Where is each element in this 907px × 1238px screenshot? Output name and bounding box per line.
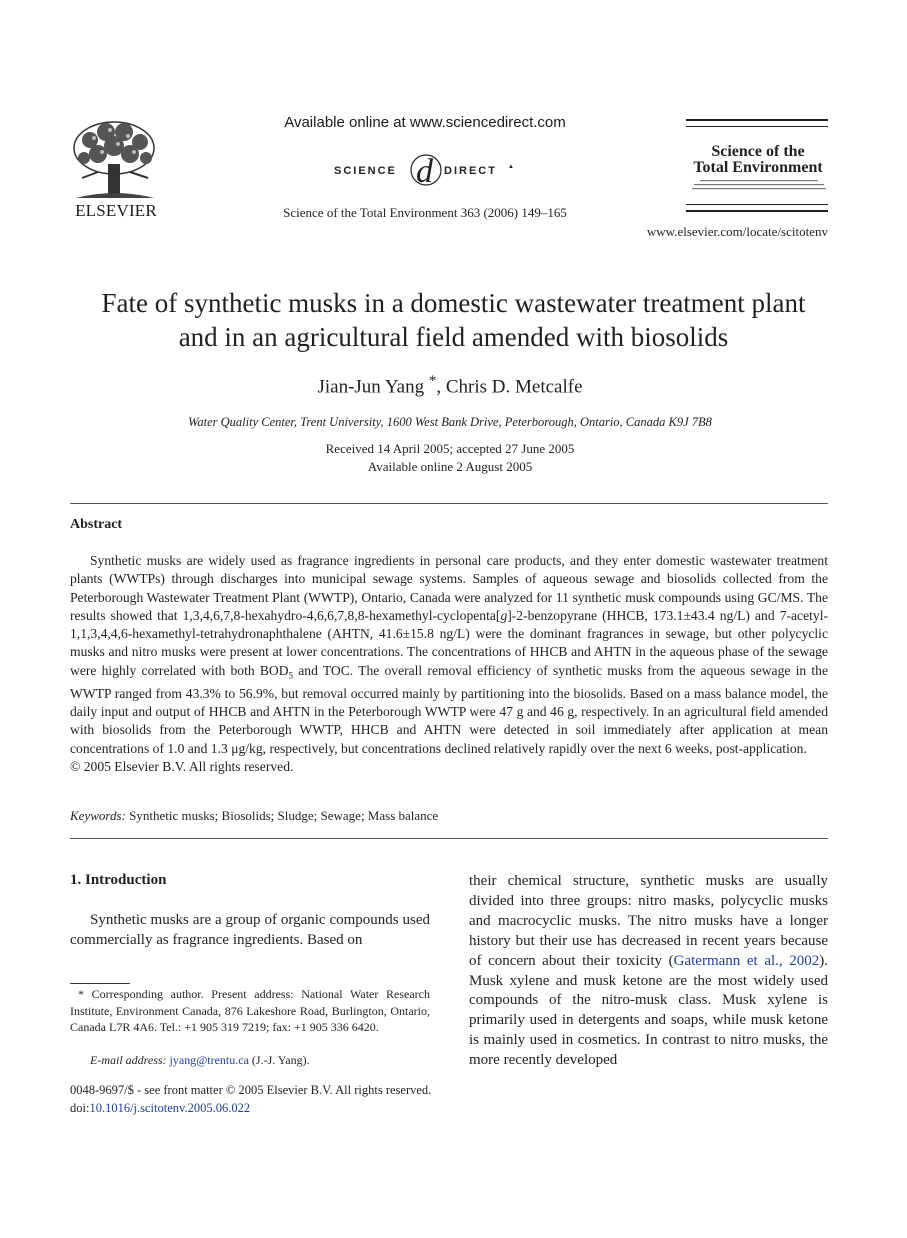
abstract-copyright: © 2005 Elsevier B.V. All rights reserved. bbox=[70, 758, 294, 774]
journal-citation: Science of the Total Environment 363 (2006) 149–165 bbox=[283, 205, 567, 220]
corresponding-author-mark[interactable]: * bbox=[428, 373, 437, 389]
divider-top bbox=[70, 503, 828, 504]
sd-logo-left: SCIENCE bbox=[334, 165, 397, 177]
article-history bbox=[200, 440, 700, 476]
author-name[interactable]: Jian-Jun Yang bbox=[317, 376, 425, 398]
section-heading-introduction: 1. Introduction bbox=[70, 872, 167, 888]
svg-text:▲: ▲ bbox=[508, 164, 514, 170]
sciencedirect-logo[interactable] bbox=[332, 150, 516, 192]
available-date: Available online 2 August 2005 bbox=[367, 459, 533, 474]
keywords-list: Synthetic musks; Biosolids; Sludge; Sewage; Mass balance bbox=[129, 808, 439, 823]
issn-line: 0048-9697/$ - see front matter © 2005 Elsevier B.V. All rights reserved. bbox=[70, 1083, 432, 1097]
affiliation: Water Quality Center, Trent University, 1600 West Bank Drive, Peterborough, Ontario, Canada K9J 7B8 bbox=[188, 415, 712, 429]
journal-url-link[interactable]: www.elsevier.com/locate/scitotenv bbox=[646, 224, 828, 239]
footnote-rule bbox=[70, 983, 130, 984]
intro-paragraph-right: their chemical structure, synthetic musks are usually divided into three groups: nitro masks, polycyclic musks and macrocyclic musks. The nitro musks have a longer history but their use has decreased in recent years because of concern about their toxicity (Gatermann et al., 2002). Musk xylene and musk ketone are the most widely used compounds of the nitro-musk class. Musk xylene is primarily used in detergents and soaps, while musk ketone is mainly used in cosmetics. In contrast to nitro musks, the more recently developed bbox=[469, 873, 828, 1069]
abstract-body: Synthetic musks are widely used as fragrance ingredients in personal care products, and they enter domestic wastewater treatment plants (WWTPs) through discharges into municipal sewage systems. Samples of aqueous sewage and biosolids collected from the Peterborough Wastewater Treatment Plant (WWTP), Ontario, Canada were analyzed for 11 synthetic musk compounds using GC/MS. The results showed that 1,3,4,6,7,8-hexahydro-4,6,6,7,8,8-hexamethyl-cyclopenta[g]-2-benzopyrane (HHCB, 173.1±43.4 ng/L) and 7-acetyl-1,1,3,4,4,6-hexamethyl-tetrahydronaphthalene (AHTN, 41.6±15.8 ng/L) were the dominant fragrances in sewage, but other polycyclic musks and nitro musks were present at lower concentrations. The concentrations of HHCB and AHTN in the aqueous phase of the sewage were highly correlated with both $BOD_5$ and TOC. The overall removal efficiency of synthetic musks from the aqueous sewage in the WWTP ranged from 43.3% to 56.9%, but removal occurred mainly by partitioning into the biosolids. Based on a mass balance model, the daily input and output of HHCB and AHTN in the Peterborough WWTP were 47 g and 46 g, respectively. In an agricultural field amended with biosolids from the Peterborough WWTP, HHCB and AHTN were detected in soil immediately after application at mean concentrations of 1.0 and 1.3 μg/kg, respectively, but concentrations declined relatively rapidly over the next 6 weeks, post-application. © 2005 Elsevier B.V. All rights reserved. bbox=[70, 553, 828, 774]
reference-link[interactable]: Gatermann et al., 2002 bbox=[673, 952, 820, 969]
available-online-banner[interactable]: Available online at www.sciencedirect.com bbox=[284, 114, 566, 131]
email-line: E-mail address: jyang@trentu.ca (J.-J. Yang). bbox=[90, 1053, 310, 1067]
author-name[interactable]: Chris D. Metcalfe bbox=[445, 376, 583, 398]
sd-logo-at: d bbox=[416, 153, 433, 190]
issn-doi-block: 0048-9697/$ - see front matter © 2005 Elsevier B.V. All rights reserved. doi:10.1016/j.scitotenv.2005.06.022 bbox=[70, 1082, 500, 1117]
keywords-label: Keywords: bbox=[70, 808, 126, 823]
divider-bottom bbox=[70, 838, 828, 839]
intro-paragraph-left: Synthetic musks are a group of organic compounds used commercially as fragrance ingredients. Based on bbox=[70, 912, 430, 948]
journal-logo-rule-top-2 bbox=[686, 126, 828, 127]
received-date: Received 14 April 2005; accepted 27 June 2005 bbox=[325, 441, 575, 456]
journal-logo-title: Science of the Total Environment bbox=[693, 143, 823, 176]
email-link[interactable]: jyang@trentu.ca bbox=[169, 1053, 249, 1067]
keywords bbox=[70, 808, 828, 824]
journal-logo-rule-top-1 bbox=[686, 119, 828, 121]
corresponding-author-footnote: * Corresponding author. Present address: National Water Research Institute, Environment Canada, 876 Lakeshore Road, Burlington, Ontario, Canada L7R 4A6. Tel.: +1 905 319 7219; fax: +1 905 336 6420. bbox=[70, 987, 430, 1035]
publisher-wordmark: ELSEVIER bbox=[75, 201, 157, 220]
author-list: Jian-Jun Yang *, Chris D. Metcalfe bbox=[317, 373, 583, 398]
journal-logo-subtitle-lines bbox=[690, 178, 828, 192]
journal-logo-rule-bottom-2 bbox=[686, 210, 828, 212]
journal-logo-rule-bottom-1 bbox=[686, 204, 828, 205]
article-title: Fate of synthetic musks in a domestic wastewater treatment plant and in an agricultural field amended with biosolids bbox=[101, 288, 806, 352]
abstract-heading: Abstract bbox=[70, 517, 123, 532]
sd-logo-right: DIRECT bbox=[444, 165, 497, 177]
doi-link[interactable]: 10.1016/j.scitotenv.2005.06.022 bbox=[89, 1100, 251, 1115]
